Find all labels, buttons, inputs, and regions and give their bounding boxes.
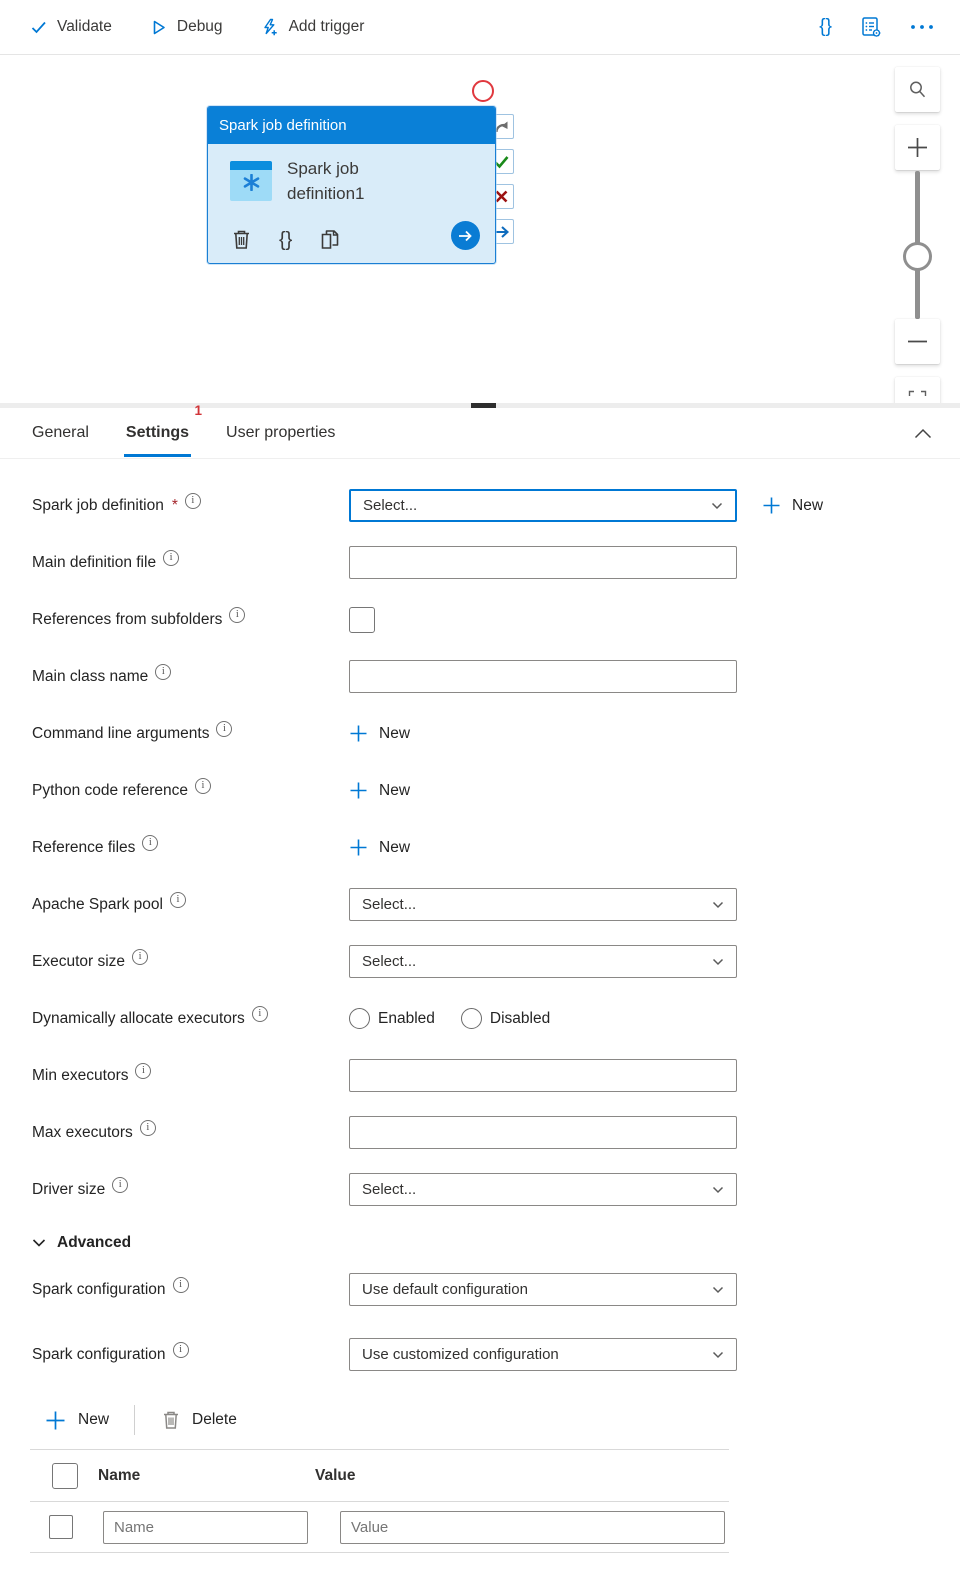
spark-configuration-table-section <box>0 1403 960 1553</box>
executor-size-select[interactable]: Select... <box>349 945 737 978</box>
name-column-header: Name <box>98 1466 141 1484</box>
spark-configuration-custom-row <box>32 1338 960 1371</box>
delete-activity-icon[interactable] <box>232 229 251 250</box>
toolbar-separator <box>134 1405 135 1435</box>
main-definition-file-row <box>32 546 960 579</box>
lightning-plus-icon <box>261 18 279 36</box>
min-executors-row <box>32 1059 960 1092</box>
command-line-arguments-row <box>32 717 960 750</box>
max-executors-input[interactable] <box>349 1116 737 1149</box>
spark-configuration-type-select[interactable]: Use default configuration <box>349 1273 737 1306</box>
activity-name: Spark job definition1 <box>287 159 365 203</box>
main-definition-file-input[interactable] <box>349 546 737 579</box>
info-icon[interactable]: i <box>252 1006 268 1022</box>
spark-job-definition-row <box>32 489 960 522</box>
panel-resize-grip[interactable] <box>471 403 496 408</box>
config-table-toolbar <box>45 1403 960 1437</box>
clone-activity-icon[interactable] <box>320 229 340 250</box>
info-icon[interactable]: i <box>142 835 158 851</box>
spark-job-icon <box>230 161 272 201</box>
zoom-in-button[interactable] <box>895 125 940 170</box>
driver-size-select[interactable]: Select... <box>349 1173 737 1206</box>
tab-user-properties[interactable]: User properties <box>226 423 336 441</box>
play-icon <box>150 19 167 36</box>
spark-job-definition-activity[interactable] <box>207 106 496 264</box>
info-icon[interactable]: i <box>216 721 232 737</box>
main-class-name-row <box>32 660 960 693</box>
info-icon[interactable]: i <box>155 664 171 680</box>
info-icon[interactable]: i <box>195 778 211 794</box>
check-icon <box>30 19 47 36</box>
enabled-radio[interactable]: Enabled <box>349 1008 435 1029</box>
collapse-panel-icon[interactable] <box>914 428 932 439</box>
radio-circle <box>461 1008 482 1029</box>
min-executors-label: Min executors i <box>32 1067 349 1085</box>
info-icon[interactable]: i <box>229 607 245 623</box>
executor-size-row <box>32 945 960 978</box>
spark-configuration-label: Spark configuration i <box>32 1346 349 1364</box>
more-options-icon[interactable] <box>910 23 934 31</box>
chevron-down-icon <box>712 1186 724 1194</box>
zoom-slider-knob[interactable] <box>903 242 932 271</box>
zoom-out-button[interactable] <box>895 319 940 364</box>
debug-button[interactable] <box>150 18 223 36</box>
executor-size-label: Executor size i <box>32 953 349 971</box>
info-icon[interactable]: i <box>112 1177 128 1193</box>
reference-files-label: Reference files i <box>32 839 349 857</box>
config-table-row <box>30 1502 729 1552</box>
pipeline-toolbar <box>0 0 960 55</box>
delete-config-property-button[interactable]: Delete <box>162 1410 237 1430</box>
tab-settings[interactable]: Settings 1 <box>124 410 191 457</box>
config-table-header-row <box>30 1450 729 1501</box>
code-view-icon[interactable]: {} <box>819 16 832 37</box>
activity-type-header: Spark job definition <box>208 107 495 144</box>
command-line-arguments-label: Command line arguments i <box>32 725 349 743</box>
info-icon[interactable]: i <box>170 892 186 908</box>
zoom-to-fit-button[interactable] <box>895 377 940 403</box>
info-icon[interactable]: i <box>140 1120 156 1136</box>
validate-button[interactable] <box>30 18 112 36</box>
new-python-code-reference-button[interactable]: New <box>349 781 410 800</box>
plus-icon <box>349 781 368 800</box>
chevron-down-icon <box>32 1238 46 1248</box>
driver-size-label: Driver size i <box>32 1181 349 1199</box>
new-spark-job-definition-button[interactable]: New <box>762 496 823 515</box>
main-definition-file-label: Main definition file i <box>32 554 349 572</box>
chevron-down-icon <box>712 901 724 909</box>
property-value-input[interactable] <box>340 1511 725 1544</box>
python-code-reference-row <box>32 774 960 807</box>
chevron-down-icon <box>712 1286 724 1294</box>
new-config-property-button[interactable]: New <box>45 1410 109 1431</box>
apache-spark-pool-select[interactable]: Select... <box>349 888 737 921</box>
trash-icon <box>162 1410 180 1430</box>
spark-configuration-default-row <box>32 1273 960 1306</box>
spark-configuration-label: Spark configuration i <box>32 1281 349 1299</box>
row-checkbox[interactable] <box>49 1515 73 1539</box>
max-executors-row <box>32 1116 960 1149</box>
pipeline-canvas[interactable] <box>0 55 960 403</box>
canvas-search-button[interactable] <box>895 67 940 112</box>
validate-label: Validate <box>57 18 112 35</box>
references-from-subfolders-checkbox[interactable] <box>349 607 375 633</box>
table-rule <box>30 1552 729 1553</box>
spark-configuration-mode-select[interactable]: Use customized configuration <box>349 1338 737 1371</box>
select-all-checkbox[interactable] <box>52 1463 78 1489</box>
unconnected-port-indicator <box>472 80 494 102</box>
new-reference-file-button[interactable]: New <box>349 838 410 857</box>
settings-form <box>0 459 960 1371</box>
chevron-down-icon <box>712 1351 724 1359</box>
debug-label: Debug <box>176 18 223 35</box>
info-icon[interactable]: i <box>185 493 201 509</box>
plus-icon <box>349 838 368 857</box>
spark-job-definition-label: Spark job definition * i <box>32 497 349 515</box>
config-table <box>30 1449 729 1553</box>
apache-spark-pool-row <box>32 888 960 921</box>
open-activity-button[interactable] <box>451 221 480 250</box>
main-class-name-label: Main class name i <box>32 668 349 686</box>
max-executors-label: Max executors i <box>32 1124 349 1142</box>
add-trigger-label: Add trigger <box>288 18 365 35</box>
reference-files-row <box>32 831 960 864</box>
spark-job-definition-select[interactable]: Select... <box>349 489 737 522</box>
chevron-down-icon <box>712 958 724 966</box>
apache-spark-pool-label: Apache Spark pool i <box>32 896 349 914</box>
info-icon[interactable]: i <box>132 949 148 965</box>
disabled-radio[interactable]: Disabled <box>461 1008 550 1029</box>
references-from-subfolders-label: References from subfolders i <box>32 611 349 629</box>
plus-icon <box>45 1410 66 1431</box>
info-icon[interactable]: i <box>163 550 179 566</box>
min-executors-input[interactable] <box>349 1059 737 1092</box>
info-icon[interactable]: i <box>173 1277 189 1293</box>
plus-icon <box>349 724 368 743</box>
panel-splitter <box>0 403 960 408</box>
activity-code-icon[interactable]: {} <box>279 228 293 251</box>
add-trigger-button[interactable] <box>261 18 365 36</box>
dynamically-allocate-executors-label: Dynamically allocate executors i <box>32 1010 349 1028</box>
dynamically-allocate-executors-row <box>32 1002 960 1035</box>
new-command-line-argument-button[interactable]: New <box>349 724 410 743</box>
required-asterisk: * <box>171 496 178 514</box>
info-icon[interactable]: i <box>135 1063 151 1079</box>
radio-circle <box>349 1008 370 1029</box>
advanced-section-toggle[interactable]: Advanced <box>32 1234 960 1252</box>
python-code-reference-label: Python code reference i <box>32 782 349 800</box>
value-column-header: Value <box>315 1466 356 1484</box>
settings-error-badge: 1 <box>194 402 203 418</box>
properties-icon[interactable] <box>859 15 883 39</box>
chevron-down-icon <box>711 502 723 510</box>
tab-general[interactable]: General <box>32 423 89 441</box>
plus-icon <box>762 496 781 515</box>
main-class-name-input[interactable] <box>349 660 737 693</box>
property-name-input[interactable] <box>103 1511 308 1544</box>
properties-tabbar <box>0 402 960 459</box>
references-from-subfolders-row <box>32 603 960 636</box>
info-icon[interactable]: i <box>173 1342 189 1358</box>
driver-size-row <box>32 1173 960 1206</box>
